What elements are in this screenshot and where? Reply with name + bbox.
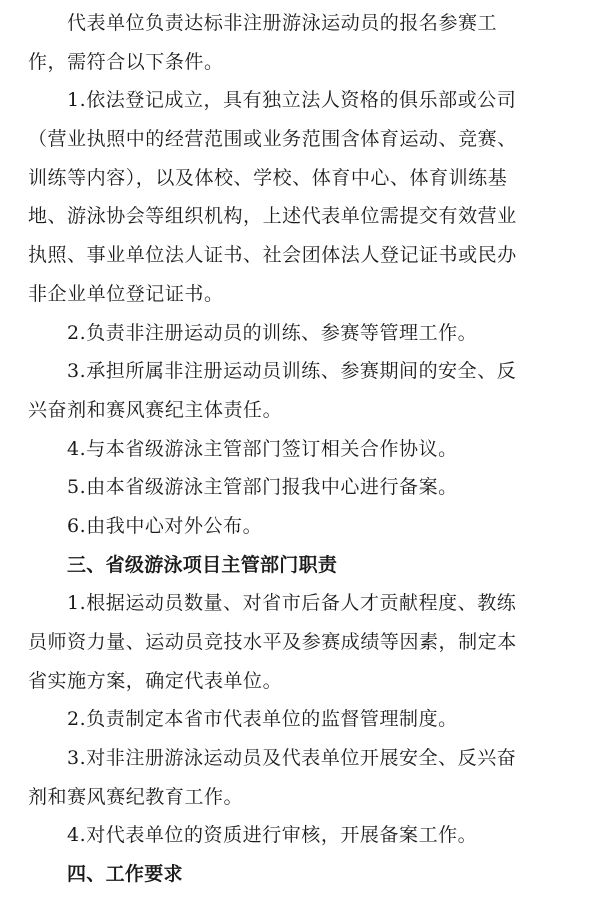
- section3-item-3-line: 剂和赛风赛纪教育工作。: [28, 785, 244, 808]
- section3-item-1-line: 1.根据运动员数量、对省市后备人才贡献程度、教练: [67, 592, 517, 615]
- list-item-1-line: 训练等内容），以及体校、学校、体育中心、体育训练基: [28, 166, 508, 189]
- section-heading-3: 三、省级游泳项目主管部门职责: [67, 553, 338, 576]
- list-item-3-line: 3.承担所属非注册运动员训练、参赛期间的安全、反: [67, 360, 517, 383]
- list-item-1-line: （营业执照中的经营范围或业务范围含体育运动、竞赛、: [28, 128, 517, 151]
- list-item-3-line: 兴奋剂和赛风赛纪主体责任。: [28, 398, 283, 421]
- section-heading-4: 四、工作要求: [67, 863, 183, 886]
- section3-item-1-line: 员师资力量、运动员竞技水平及参赛成绩等因素，制定本: [28, 631, 517, 653]
- list-item-1-line: 地、游泳协会等组织机构，上述代表单位需提交有效营业: [28, 205, 517, 228]
- list-item-1-line: 1.依法登记成立，具有独立法人资格的俱乐部或公司: [67, 89, 517, 112]
- list-item-6-line: 6.由我中心对外公布。: [67, 514, 263, 537]
- list-item-4-line: 4.与本省级游泳主管部门签订相关合作协议。: [67, 437, 458, 460]
- paragraph-line: 代表单位负责达标非注册游泳运动员的报名参赛工: [67, 12, 498, 34]
- section3-item-2-line: 2.负责制定本省市代表单位的监督管理制度。: [67, 708, 458, 731]
- list-item-1-line: 非企业单位登记证书。: [28, 282, 224, 305]
- list-item-1-line: 执照、事业单位法人证书、社会团体法人登记证书或民办: [28, 244, 517, 267]
- list-item-2-line: 2.负责非注册运动员的训练、参赛等管理工作。: [67, 321, 478, 344]
- paragraph-line: 作，需符合以下条件。: [28, 50, 224, 73]
- list-item-5-line: 5.由本省级游泳主管部门报我中心进行备案。: [67, 476, 458, 499]
- section3-item-1-line: 省实施方案，确定代表单位。: [28, 669, 283, 692]
- section3-item-3-line: 3.对非注册游泳运动员及代表单位开展安全、反兴奋: [67, 747, 517, 770]
- document-body: [28, 4, 580, 894]
- section3-item-4-line: 4.对代表单位的资质进行审核，开展备案工作。: [67, 824, 478, 847]
